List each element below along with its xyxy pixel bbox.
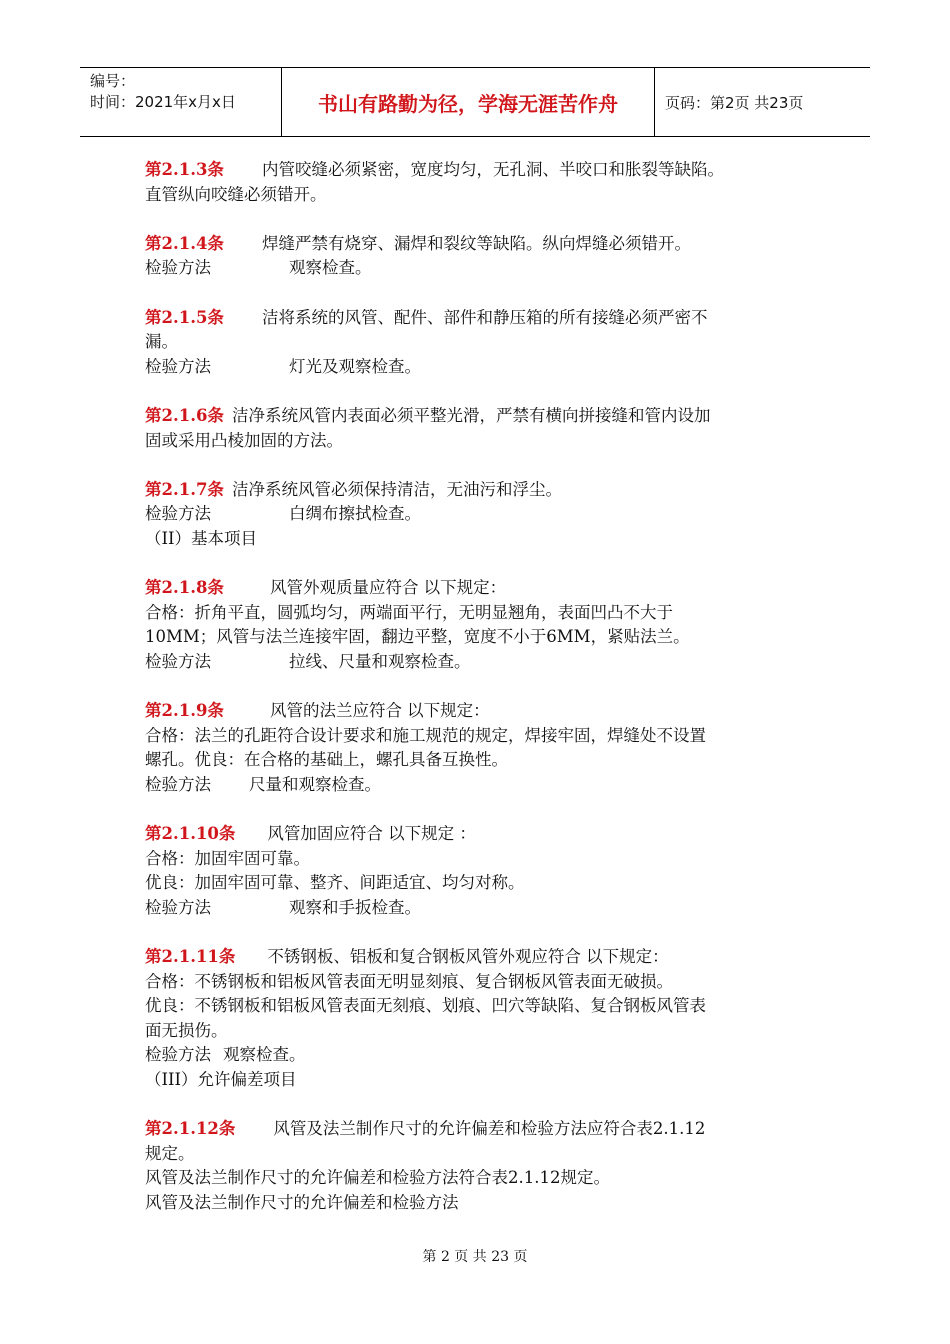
clause-2-1-4 [145, 232, 825, 281]
clause-2-1-3 [145, 158, 825, 207]
clause-2-1-7 [145, 478, 825, 527]
header-page-code: 页码：第2页 共23页 [665, 93, 804, 112]
method-text: 白绸布擦拭检查。 [289, 504, 421, 524]
clause-text: 洁净系统风管内表面必须平整光滑，严禁有横向拼接缝和管内设加 [231, 405, 711, 425]
clause-label: 第2.1.11条 [145, 947, 236, 966]
clause-label: 第2.1.5条 [145, 307, 224, 327]
clause-label: 第2.1.10条 [145, 824, 236, 844]
method-label: 检验方法 [145, 651, 211, 671]
clause-line: 风管及法兰制作尺寸的允许偏差和检验方法符合表2.1.12规定。 [145, 1168, 610, 1188]
header-meta [80, 68, 282, 136]
method-text: 观察检查。 [289, 258, 372, 278]
clause-2-1-9 [145, 699, 825, 797]
clause-line: 合格：折角平直，圆弧均匀，两端面平行，无明显翘角，表面凹凸不大于 [145, 602, 673, 622]
method-label: 检验方法 [145, 1045, 211, 1065]
clause-line: 优良：不锈钢板和铝板风管表面无刻痕、划痕、凹穴等缺陷、复合钢板风管表 [145, 996, 706, 1016]
clause-text: 风管加固应符合 以下规定 ： [267, 824, 476, 844]
method-text: 尺量和观察检查。 [249, 774, 381, 794]
number-label: 编号： [90, 72, 136, 90]
method-text: 拉线、尺量和观察检查。 [289, 651, 471, 671]
clause-text: 风管及法兰制作尺寸的允许偏差和检验方法应符合表2.1.12 [273, 1119, 706, 1139]
clause-label: 第2.1.6条 [145, 405, 224, 425]
clause-label: 第2.1.7条 [145, 479, 224, 499]
page-header [80, 67, 870, 137]
document-body [145, 158, 825, 1216]
clause-text: 内管咬缝必须紧密，宽度均匀，无孔洞、半咬口和胀裂等缺陷。 [261, 160, 724, 179]
method-label: 检验方法 [145, 504, 211, 524]
header-motto: 书山有路勤为径，学海无涯苦作舟 [282, 68, 655, 136]
clause-text: 洁将系统的风管、配件、部件和静压箱的所有接缝必须严密不 [261, 307, 708, 327]
clause-text-cont: 固或采用凸棱加固的方法。 [145, 430, 343, 450]
clause-line: 合格：不锈钢板和铝板风管表面无明显刻痕、复合钢板风管表面无破损。 [145, 971, 673, 991]
section-tolerance-items: （III）允许偏差项目 [145, 1069, 297, 1089]
clause-2-1-5 [145, 306, 825, 380]
method-label: 检验方法 [145, 897, 211, 917]
time-label: 时间：2021年x月x日 [90, 93, 236, 111]
page-footer: 第 2 页 共 23 页 [422, 1249, 528, 1265]
clause-label: 第2.1.9条 [145, 701, 224, 721]
clause-label: 第2.1.12条 [145, 1119, 236, 1139]
clause-text: 风管外观质量应符合 以下规定： [269, 578, 507, 598]
method-label: 检验方法 [145, 356, 211, 376]
clause-text: 焊缝严禁有烧穿、漏焊和裂纹等缺陷。纵向焊缝必须错开。 [261, 233, 691, 253]
clause-text-cont: 直管纵向咬缝必须错开。 [145, 184, 327, 204]
clause-2-1-10 [145, 822, 825, 920]
clause-2-1-12 [145, 1117, 825, 1215]
clause-label: 第2.1.3条 [145, 160, 224, 179]
clause-text: 不锈钢板、铝板和复合钢板风管外观应符合 以下规定： [267, 947, 669, 966]
clause-2-1-11 [145, 945, 825, 1068]
clause-line: 合格：法兰的孔距符合设计要求和施工规范的规定，焊接牢固，焊缝处不设置 [145, 725, 706, 745]
clause-line: 螺孔。优良：在合格的基础上，螺孔具备互换性。 [145, 750, 508, 770]
clause-label: 第2.1.4条 [145, 233, 224, 253]
clause-2-1-6 [145, 404, 825, 453]
method-text: 观察检查。 [223, 1045, 306, 1065]
clause-line: 优良：加固牢固可靠、整齐、间距适宜、均匀对称。 [145, 873, 525, 893]
method-text: 灯光及观察检查。 [289, 356, 421, 376]
clause-line: 风管及法兰制作尺寸的允许偏差和检验方法 [145, 1192, 459, 1212]
clause-line: 规定。 [145, 1143, 195, 1163]
clause-label: 第2.1.8条 [145, 578, 224, 598]
clause-line: 面无损伤。 [145, 1020, 228, 1040]
method-label: 检验方法 [145, 774, 211, 794]
clause-2-1-8 [145, 576, 825, 674]
clause-line: 10MM；风管与法兰连接牢固，翻边平整，宽度不小于6MM，紧贴法兰。 [145, 627, 690, 647]
clause-text-cont: 漏。 [145, 332, 178, 352]
method-text: 观察和手扳检查。 [289, 897, 421, 917]
clause-text: 风管的法兰应符合 以下规定： [269, 701, 490, 721]
clause-text: 洁净系统风管必须保持清洁，无油污和浮尘。 [231, 479, 562, 499]
clause-line: 合格：加固牢固可靠。 [145, 848, 310, 868]
section-basic-items: （II）基本项目 [145, 528, 258, 548]
method-label: 检验方法 [145, 258, 211, 278]
